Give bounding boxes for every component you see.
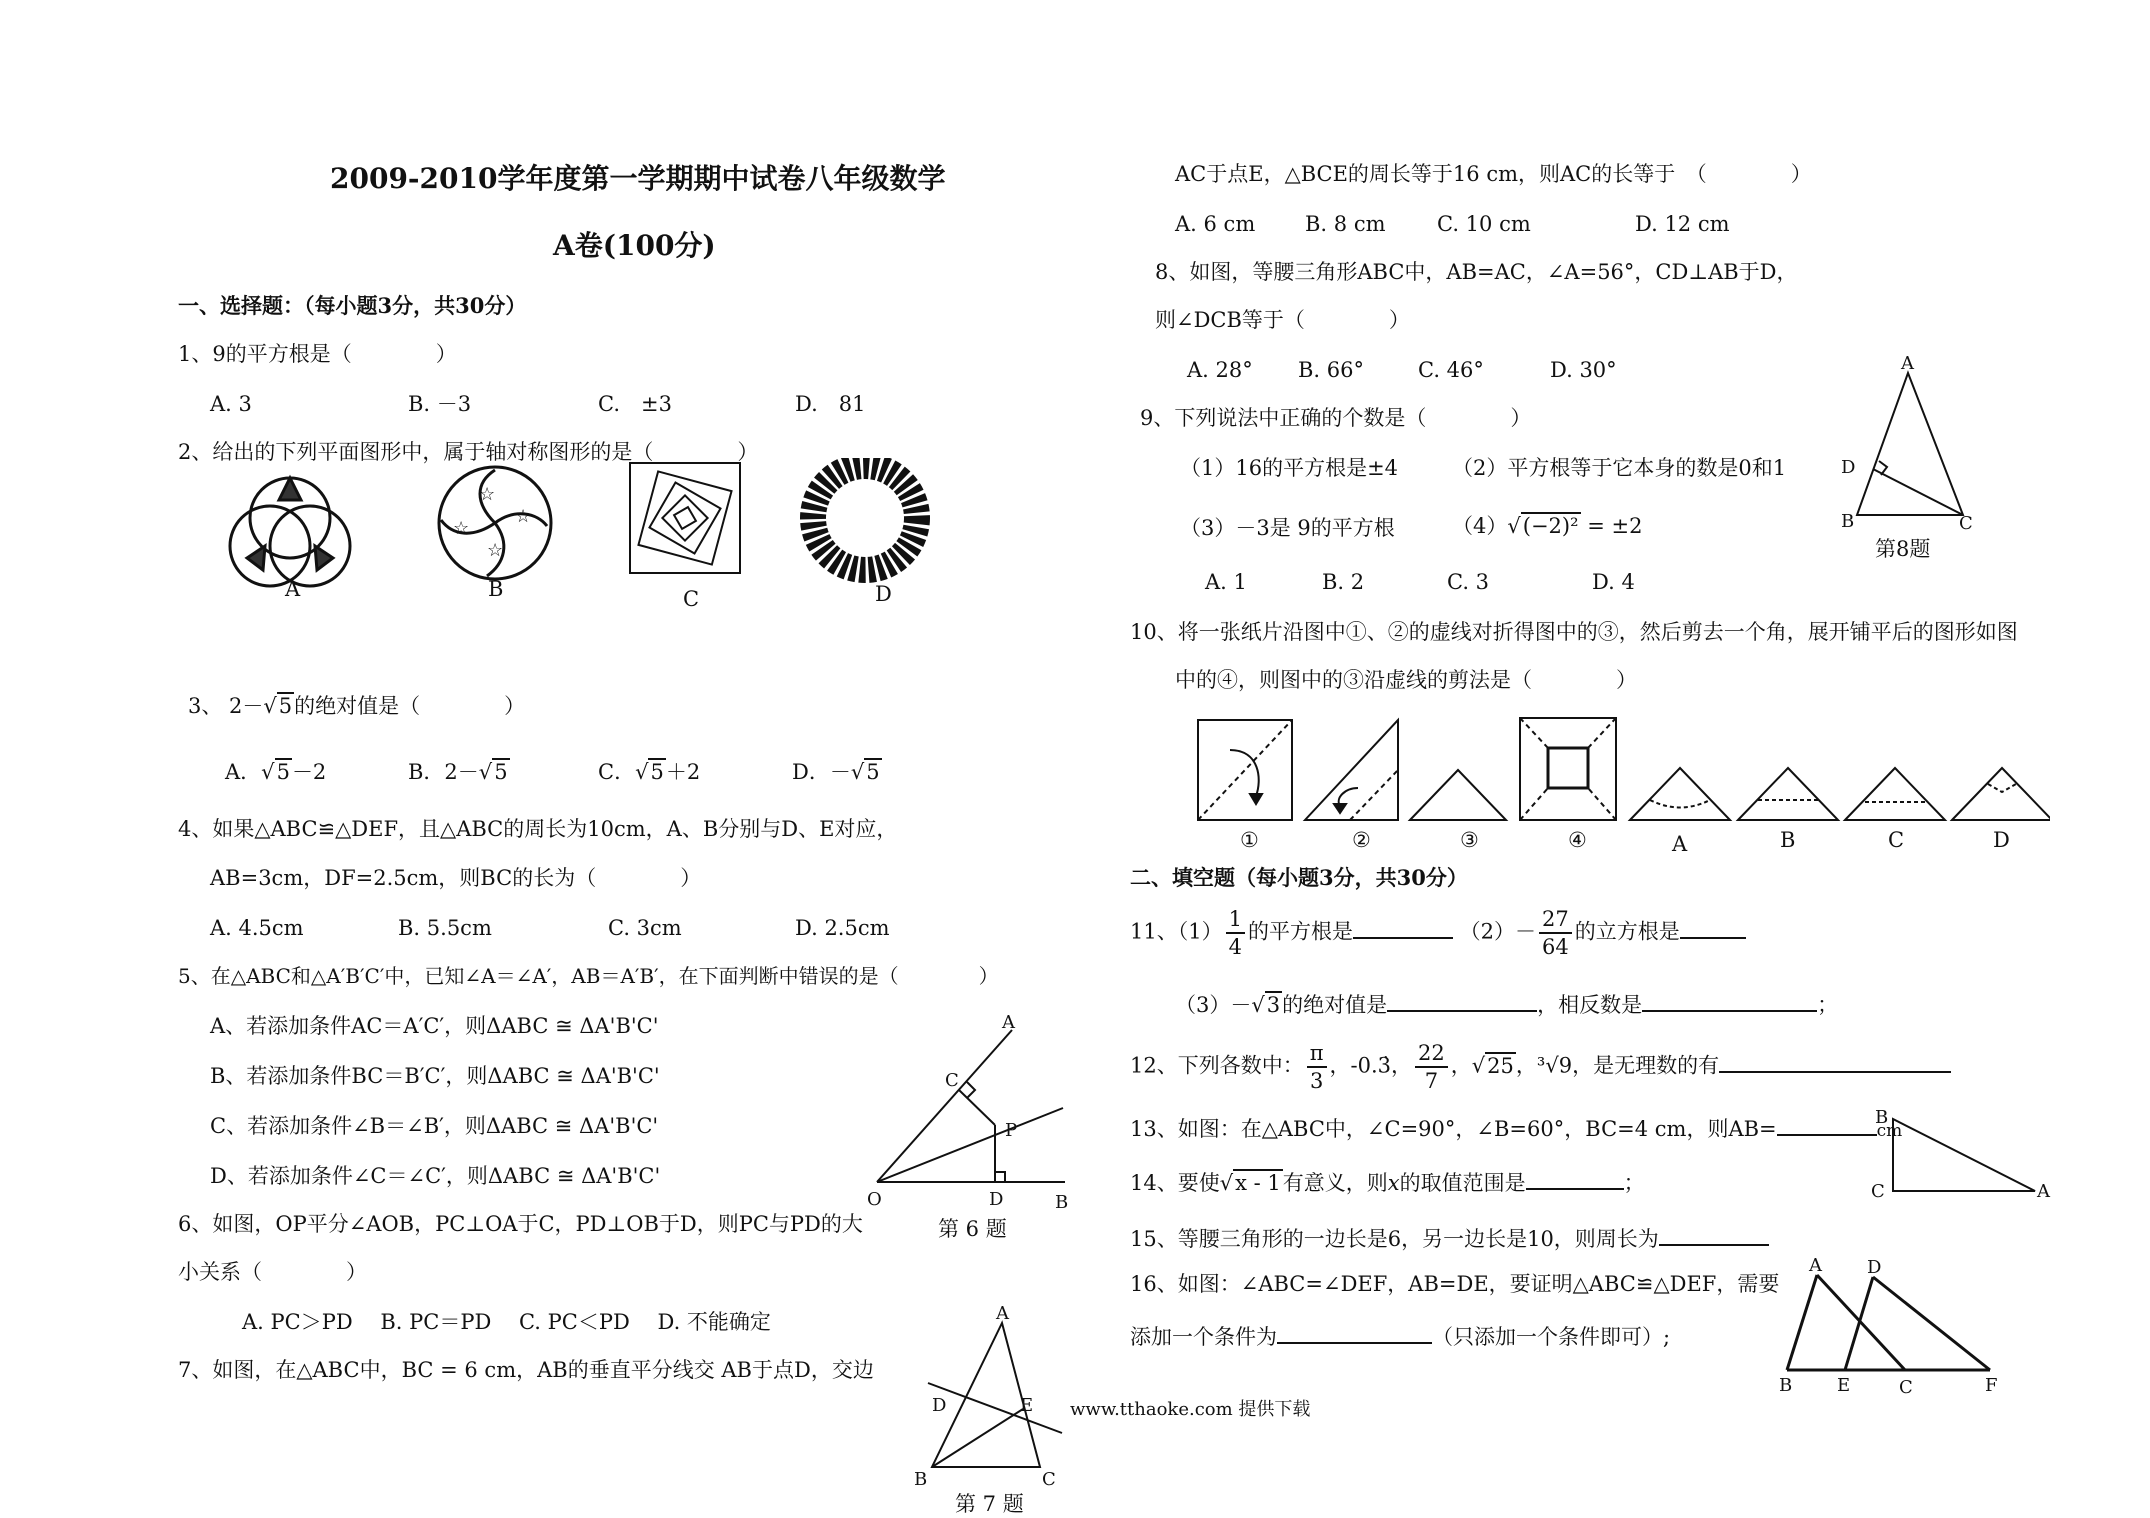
q11-part3: （3）－√3的绝对值是 ，相反数是 ； bbox=[1175, 988, 1838, 1019]
q2-figure-a bbox=[230, 478, 350, 586]
q10-option-b-figure bbox=[1738, 768, 1838, 820]
q7-option-c: C. 10 cm bbox=[1437, 212, 1531, 236]
q2-label-b: B bbox=[488, 577, 504, 601]
q5-option-c: C、若添加条件∠B＝∠B′，则ΔABC ≅ ΔA'B'C' bbox=[210, 1114, 659, 1138]
q10-figure-4 bbox=[1520, 718, 1616, 820]
q10-label-3: ③ bbox=[1460, 828, 1479, 852]
q1-option-b: B. －3 bbox=[408, 392, 472, 416]
q16-point-b: B bbox=[1779, 1375, 1793, 1395]
q7-option-d: D. 12 cm bbox=[1635, 212, 1730, 236]
q7-point-e: E bbox=[1020, 1395, 1034, 1416]
q7-line1: 7、如图，在△ABC中，BC = 6 cm，AB的垂直平分线交 AB于点D，交边 bbox=[178, 1358, 874, 1382]
q10-label-b: B bbox=[1780, 828, 1796, 852]
q6-point-c: C bbox=[945, 1070, 959, 1091]
q5-option-d: D、若添加条件∠C＝∠C′，则ΔABC ≅ ΔA'B'C' bbox=[210, 1164, 661, 1188]
q1-option-c: C. ±3 bbox=[598, 392, 672, 416]
q3-option-d: D．－√5 bbox=[792, 760, 880, 784]
q16-line2: 添加一个条件为 （只添加一个条件即可）; bbox=[1130, 1320, 1670, 1351]
q3-option-c: C．√5＋2 bbox=[598, 760, 701, 784]
q6-figure bbox=[865, 1010, 1080, 1220]
q9-option-d: D. 4 bbox=[1592, 570, 1635, 594]
q3-option-a: A．√5－2 bbox=[225, 760, 327, 784]
q9-option-b: B. 2 bbox=[1322, 570, 1365, 594]
q16-line1: 16、如图：∠ABC=∠DEF，AB=DE，要证明△ABC≌△DEF，需要 bbox=[1130, 1272, 1780, 1296]
section-heading-fill: 二、填空题（每小题3分，共30分） bbox=[1130, 865, 1468, 890]
q10-figure-1 bbox=[1198, 720, 1292, 820]
q3-option-b: B．2－√5 bbox=[408, 760, 508, 784]
q16-figure bbox=[1765, 1255, 2025, 1395]
q10-label-1: ① bbox=[1240, 828, 1259, 852]
q13-line: 13、如图：在△ABC中，∠C=90°，∠B=60°，BC=4 cm，则AB= cm bbox=[1130, 1112, 1902, 1145]
q10-figure-2 bbox=[1305, 720, 1398, 820]
q8-option-a: A. 28° bbox=[1187, 358, 1253, 382]
q8-option-b: B. 66° bbox=[1298, 358, 1365, 382]
q16-point-a: A bbox=[1809, 1255, 1822, 1276]
q10-figure-3 bbox=[1410, 770, 1506, 820]
footer-source: www.tthaoke.com 提供下载 bbox=[1070, 1399, 1311, 1420]
q10-line2: 中的④，则图中的③沿虚线的剪法是（ ） bbox=[1175, 668, 1637, 692]
q8-line1: 8、如图，等腰三角形ABC中，AB=AC，∠A=56°，CD⊥AB于D， bbox=[1155, 260, 1798, 284]
q6-options: A. PC＞PD B. PC＝PD C. PC＜PD D. 不能确定 bbox=[242, 1310, 771, 1334]
q16-point-e: E bbox=[1837, 1375, 1851, 1395]
q8-point-c: C bbox=[1959, 513, 1973, 530]
q7-point-b: B bbox=[914, 1469, 928, 1490]
q6-point-p: P bbox=[1005, 1120, 1018, 1141]
q7-line2: AC于点E，△BCE的周长等于16 cm，则AC的长等于 （ ） bbox=[1175, 162, 1812, 186]
q9-statement-2: （2）平方根等于它本身的数是0和1 bbox=[1452, 456, 1787, 480]
svg-text:☆: ☆ bbox=[515, 506, 532, 527]
q13-point-b: B bbox=[1875, 1107, 1889, 1128]
q2-figure-d bbox=[813, 466, 917, 570]
svg-text:☆: ☆ bbox=[479, 484, 496, 505]
q8-point-a: A bbox=[1901, 355, 1914, 374]
q6-point-o: O bbox=[867, 1189, 882, 1210]
q2-figure-b bbox=[439, 467, 551, 579]
q7-option-b: B. 8 cm bbox=[1305, 212, 1386, 236]
q4-option-c: C. 3cm bbox=[608, 916, 682, 940]
q9-statement-4: （4）√(−2)² = ±2 bbox=[1452, 514, 1643, 538]
q4-option-b: B. 5.5cm bbox=[398, 916, 492, 940]
q8-line2: 则∠DCB等于（ ） bbox=[1155, 308, 1410, 332]
q10-label-a: A bbox=[1672, 832, 1688, 856]
q7-point-c: C bbox=[1042, 1469, 1056, 1490]
page-subtitle: A卷(100分) bbox=[553, 229, 716, 262]
q8-option-d: D. 30° bbox=[1550, 358, 1617, 382]
q5-option-a: A、若添加条件AC＝A′C′，则ΔABC ≅ ΔA'B'C' bbox=[210, 1014, 659, 1038]
q5-stem: 5、在△ABC和△A′B′C′中，已知∠A＝∠A′，AB＝A′B′，在下面判断中错误的是（ ） bbox=[178, 964, 999, 988]
q10-option-d-figure bbox=[1952, 768, 2050, 820]
q10-line1: 10、将一张纸片沿图中①、②的虚线对折得图中的③，然后剪去一个角，展开铺平后的图形如图 bbox=[1130, 620, 2018, 644]
q14-line: 14、要使√x - 1有意义，则x的取值范围是 ； bbox=[1130, 1166, 1645, 1197]
q6-line2: 小关系（ ） bbox=[178, 1260, 367, 1284]
q6-point-b: B bbox=[1055, 1192, 1069, 1213]
q10-label-d: D bbox=[1993, 828, 2010, 852]
q4-line1: 4、如果△ABC≌△DEF，且△ABC的周长为10cm，A、B分别与D、E对应， bbox=[178, 817, 898, 841]
q10-figures bbox=[1190, 710, 2050, 860]
q2-label-a: A bbox=[285, 577, 301, 601]
q8-point-d: D bbox=[1841, 457, 1856, 478]
q6-caption: 第 6 题 bbox=[938, 1217, 1007, 1241]
q8-caption: 第8题 bbox=[1875, 537, 1931, 561]
svg-text:☆: ☆ bbox=[487, 540, 504, 561]
q10-label-c: C bbox=[1888, 828, 1905, 852]
q9-statement-1: （1）16的平方根是±4 bbox=[1180, 456, 1399, 480]
q2-figure-c bbox=[630, 463, 740, 573]
q8-point-b: B bbox=[1841, 511, 1855, 530]
q10-option-a-figure bbox=[1630, 768, 1730, 820]
q4-option-a: A. 4.5cm bbox=[210, 916, 304, 940]
q16-point-d: D bbox=[1867, 1257, 1882, 1278]
q15-line: 15、等腰三角形的一边长是6，另一边长是10，则周长为 bbox=[1130, 1222, 1769, 1253]
q10-label-4: ④ bbox=[1568, 828, 1587, 852]
q6-point-d: D bbox=[989, 1189, 1004, 1210]
q8-figure bbox=[1835, 355, 1980, 530]
q9-stem: 9、下列说法中正确的个数是（ ） bbox=[1140, 406, 1532, 430]
q6-line1: 6、如图，OP平分∠AOB，PC⊥OA于C，PD⊥OB于D，则PC与PD的大 bbox=[178, 1212, 863, 1236]
section-heading-choice: 一、选择题：（每小题3分，共30分） bbox=[178, 293, 527, 318]
q11-part1: 11、（1） $\frac{1}{4}$ 的平方根是 （2）－ $\frac{27}{64}$ 的立方根是 bbox=[1130, 906, 1746, 960]
page-title: 2009-2010学年度第一学期期中试卷八年级数学 bbox=[330, 162, 946, 195]
q8-option-c: C. 46° bbox=[1418, 358, 1484, 382]
q16-point-f: F bbox=[1985, 1375, 1998, 1395]
q6-point-a: A bbox=[1002, 1012, 1015, 1033]
q2-stem: 2、给出的下列平面图形中，属于轴对称图形的是（ ） bbox=[178, 440, 759, 464]
q13-point-c: C bbox=[1871, 1181, 1885, 1202]
q16-point-c: C bbox=[1899, 1377, 1913, 1395]
q12-line: 12、下列各数中： $\frac{\pi}{3}$ ，-0.3̇， $\frac{22}{7}$ ，√25，³√9，是无理数的有 bbox=[1130, 1040, 1951, 1094]
q10-option-c-figure bbox=[1845, 768, 1945, 820]
q1-option-d: D. 81 bbox=[795, 392, 866, 416]
q2-figures bbox=[225, 458, 955, 608]
q2-label-c: C bbox=[683, 587, 700, 611]
q13-figure bbox=[1865, 1105, 2055, 1205]
q1-option-a: A. 3 bbox=[210, 392, 252, 416]
q4-option-d: D. 2.5cm bbox=[795, 916, 890, 940]
q7-figure bbox=[910, 1305, 1080, 1495]
q3-stem: 3、 2－√5的绝对值是（ ） bbox=[188, 694, 526, 718]
q5-option-b: B、若添加条件BC＝B′C′，则ΔABC ≅ ΔA'B'C' bbox=[210, 1064, 660, 1088]
q9-statement-3: （3）－3是 9的平方根 bbox=[1180, 516, 1395, 540]
q10-label-2: ② bbox=[1352, 828, 1371, 852]
q7-caption: 第 7 题 bbox=[955, 1492, 1024, 1516]
q7-point-d: D bbox=[932, 1395, 947, 1416]
q7-point-a: A bbox=[996, 1305, 1009, 1324]
q2-label-d: D bbox=[875, 582, 892, 606]
q7-option-a: A. 6 cm bbox=[1175, 212, 1256, 236]
q4-line2: AB=3cm，DF=2.5cm，则BC的长为（ ） bbox=[210, 866, 702, 890]
svg-text:☆: ☆ bbox=[453, 518, 470, 539]
q9-option-a: A. 1 bbox=[1205, 570, 1247, 594]
q1-stem: 1、9的平方根是（ ） bbox=[178, 342, 457, 366]
q13-point-a: A bbox=[2037, 1181, 2050, 1202]
q9-option-c: C. 3 bbox=[1447, 570, 1490, 594]
